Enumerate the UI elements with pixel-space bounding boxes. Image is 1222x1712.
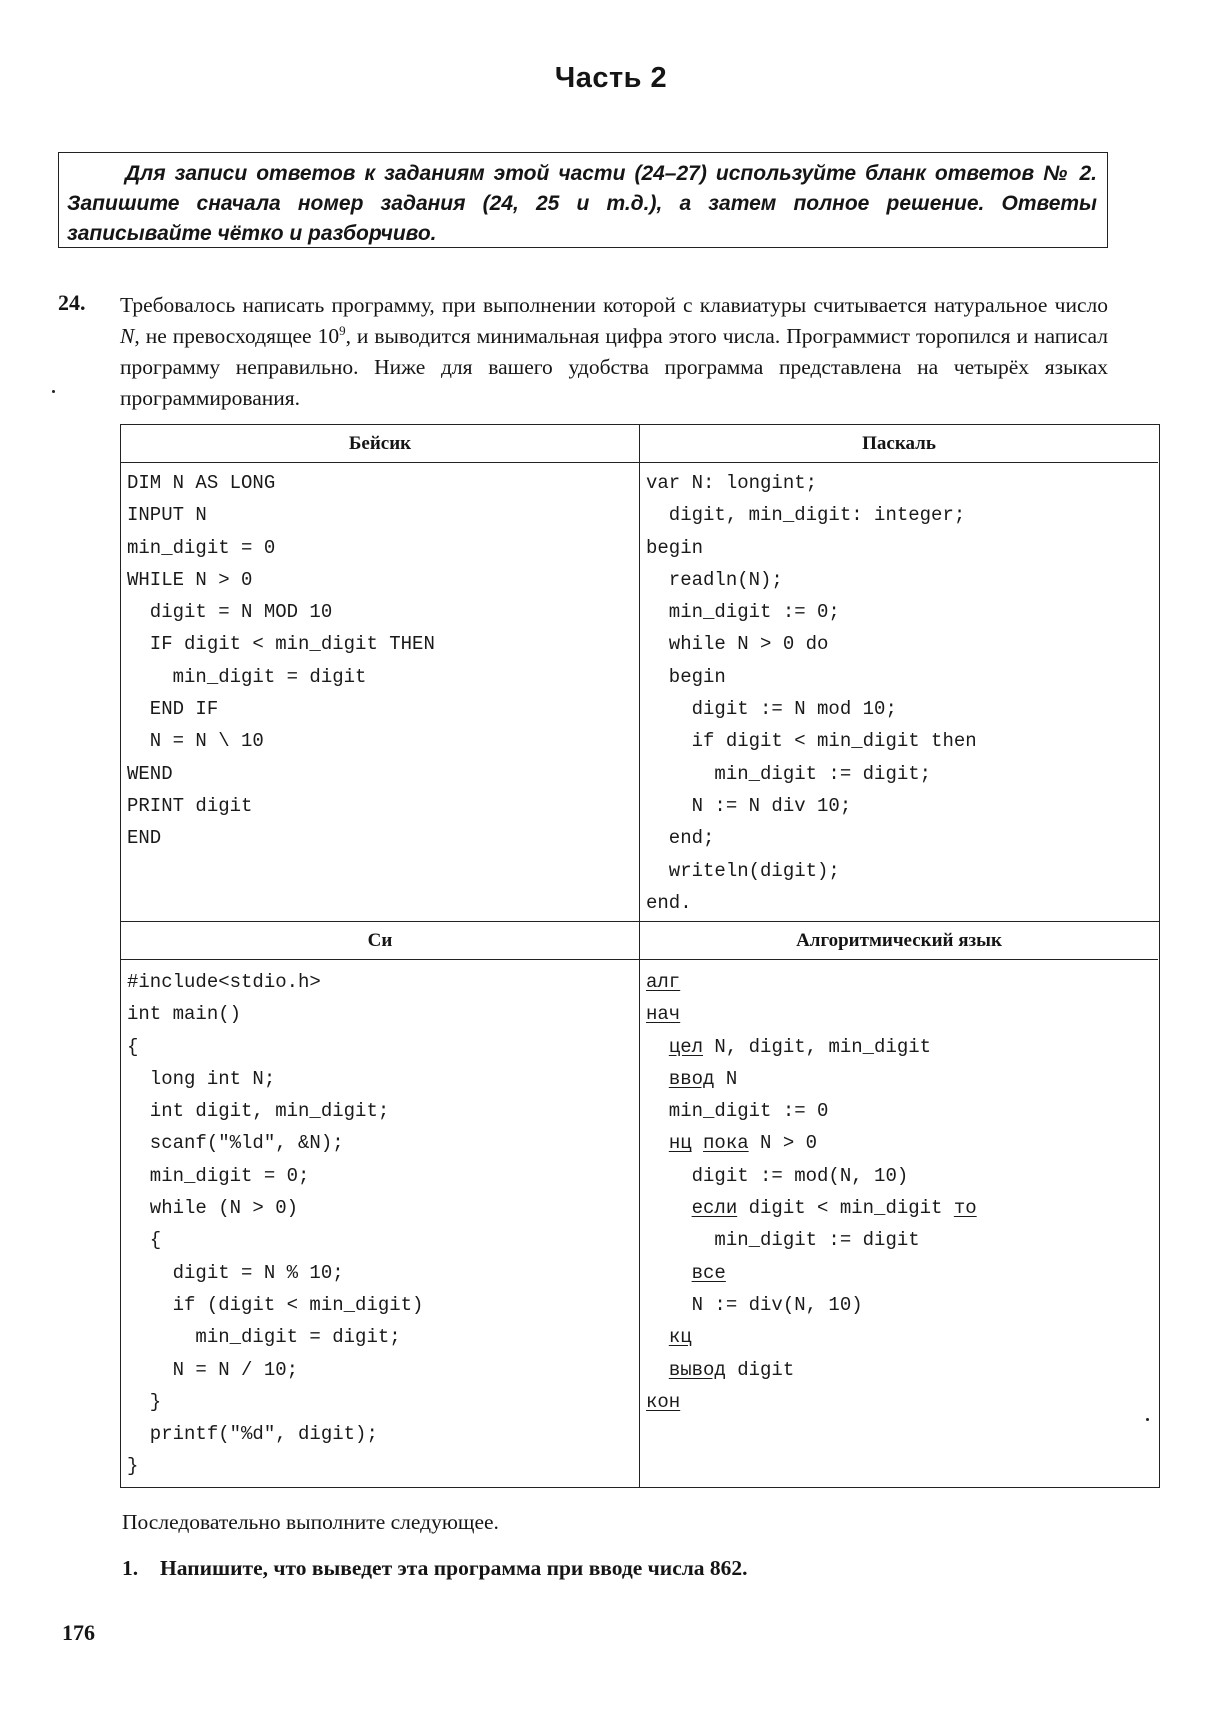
code-line: N = N / 10;: [127, 1358, 299, 1381]
code-line: if digit < min_digit then: [646, 730, 977, 753]
code-line: end;: [646, 827, 715, 850]
code-line: WEND: [127, 762, 173, 785]
code-line: while N > 0 do: [646, 633, 829, 656]
code-line: END IF: [127, 698, 219, 721]
code-line: if (digit < min_digit): [127, 1293, 424, 1316]
code-line: scanf("%ld", &N);: [127, 1132, 344, 1155]
code-line: min_digit = 0;: [127, 1164, 310, 1187]
code-line: digit = N MOD 10: [127, 601, 333, 624]
header-algo: Алгоритмический язык: [640, 922, 1158, 960]
code-line: нц пока N > 0: [668, 1132, 818, 1155]
code-line: ввод N: [668, 1067, 738, 1090]
code-line: digit = N % 10;: [127, 1261, 344, 1284]
code-line: INPUT N: [127, 504, 207, 527]
code-line: {: [127, 1229, 162, 1252]
header-pascal: Паскаль: [640, 425, 1158, 463]
code-line: end.: [646, 891, 692, 914]
code-line: }: [127, 1390, 162, 1413]
code-line: {: [127, 1035, 139, 1058]
code-line: long int N;: [127, 1067, 276, 1090]
code-c: [127, 966, 423, 1483]
header-c: Си: [121, 922, 639, 960]
code-line: #include<stdio.h>: [127, 971, 321, 993]
code-line: N := N div 10;: [646, 794, 852, 817]
part-title: Часть 2: [554, 62, 668, 94]
code-line: вывод digit: [668, 1358, 795, 1381]
header-basic: Бейсик: [121, 425, 639, 463]
code-line: min_digit = 0: [127, 536, 276, 559]
code-line: алг: [646, 971, 681, 993]
code-line: writeln(digit);: [646, 859, 840, 882]
code-line: DIM N AS LONG: [127, 472, 276, 494]
code-line: }: [127, 1455, 139, 1478]
code-line: printf("%d", digit);: [127, 1423, 378, 1446]
code-pascal: [646, 467, 977, 919]
code-line: IF digit < min_digit THEN: [127, 633, 435, 656]
code-line: все: [691, 1261, 726, 1284]
code-line: N := div(N, 10): [646, 1293, 863, 1316]
follow-instructions: Последовательно выполните следующее.: [122, 1510, 499, 1534]
scan-speck: [1146, 1418, 1149, 1421]
code-line: END: [127, 827, 162, 850]
code-line: если digit < min_digit то: [691, 1197, 977, 1220]
code-line: min_digit := digit;: [646, 762, 932, 785]
code-line: WHILE N > 0: [127, 568, 253, 591]
code-line: min_digit := digit: [646, 1229, 920, 1252]
code-line: цел N, digit, min_digit: [668, 1035, 932, 1058]
code-line: min_digit := 0;: [646, 601, 840, 624]
code-line: int main(): [127, 1003, 242, 1026]
code-line: digit := mod(N, 10): [646, 1164, 909, 1187]
code-line: min_digit = digit;: [127, 1326, 401, 1349]
question-1: 1. Напишите, что выведет эта программа при вводе числа 862.: [122, 1556, 748, 1580]
code-table: [120, 424, 1160, 1488]
page-number: 176: [62, 1620, 95, 1645]
code-line: readln(N);: [646, 568, 783, 591]
code-line: var N: longint;: [646, 472, 818, 494]
code-line: min_digit = digit: [127, 665, 367, 688]
code-line: кц: [668, 1326, 692, 1349]
task-statement: Требовалось написать программу, при выполнении которой с клавиатуры считывается натуральное число N, не превосходящее $10^9$, и выводится минимальная цифра этого числа. Программист торопился и написал программу неправильно. Ниже для вашего удобства программа представлена на четырёх языках программирования.: [120, 293, 1108, 410]
code-line: begin: [646, 665, 726, 688]
scan-speck: [52, 390, 55, 393]
code-line: begin: [646, 536, 704, 559]
code-basic: [127, 467, 435, 855]
task-number: 24.: [58, 290, 86, 315]
code-line: digit := N mod 10;: [646, 698, 897, 721]
code-line: N = N \ 10: [127, 730, 264, 753]
code-line: digit, min_digit: integer;: [646, 504, 966, 527]
code-line: нач: [646, 1003, 681, 1026]
code-line: кон: [646, 1390, 681, 1413]
code-line: int digit, min_digit;: [127, 1100, 390, 1123]
code-line: min_digit := 0: [646, 1100, 829, 1123]
code-line: PRINT digit: [127, 794, 253, 817]
instructions-box: Для записи ответов к заданиям этой части (24–27) используйте бланк ответов № 2. Запишите сначала номер задания (24, 25 и т.д.), а затем полное решение. Ответы записывайте чётко и разборчиво.: [58, 152, 1108, 248]
code-algo: [646, 966, 977, 1418]
code-line: while (N > 0): [127, 1197, 299, 1220]
